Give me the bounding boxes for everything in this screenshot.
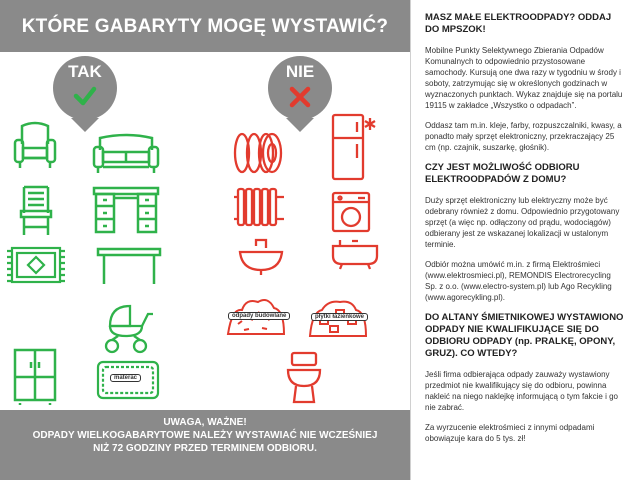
fridge-icon [330,112,378,182]
paragraph-mpszok: Mobilne Punkty Selektywnego Zbierania Odpadów Komunalnych to odpowiednio przystosowane samochody. Kursują one dwa razy w tygodniu w środy i soboty, zatrzymując się w określonych godzinach w wyznaczonych punktach. Wykaz znajduje się na portalu 19115 w zakładce „Wszystko o odpadach”. [425,46,623,110]
warning-line-2: ODPADY WIELKOGABARYTOWE NALEŻY WYSTAWIAĆ NIE WCZEŚNIEJ [32,430,378,441]
radiator-icon [232,185,286,231]
carpet-icon [6,245,66,285]
yes-badge [53,56,117,120]
paragraph-fine: Za wyrzucenie elektrośmieci z innymi odpadami obowiązuje kara do 5 tys. zł! [425,423,595,443]
mattress-label: materac [110,374,141,382]
cross-icon [288,86,312,108]
paragraph-sticker: Jeśli firma odbierająca odpady zauważy wystawiony przedmiot nie kwalifikujący się do odbioru, powinna nakleić na niego naklejkę informującą o tym fakcie i go nie zabrać. [425,370,618,412]
page-title: KTÓRE GABARYTY MOGĘ WYSTAWIĆ? [0,0,410,52]
bathtub-icon [330,236,380,270]
sink-icon [236,236,286,276]
no-badge [268,56,332,120]
info-column [410,0,624,480]
no-pointer [286,118,314,132]
sofa-icon [92,130,160,176]
heading-not-qualifying: DO ALTANY ŚMIETNIKOWEJ WYSTAWIONO ODPADY NIE KWALIFIKUJĄCE SIĘ DO ODBIORU ODPADY (np. PRALKĘ, OPONY, GRUZ). CO WTEDY? [425,312,624,359]
no-label: NIE [285,62,315,81]
yes-label: TAK [68,62,102,81]
tiles-label: płytki łazienkowe [311,313,368,321]
paragraph-companies: Odbiór można umówić m.in. z firmą Elektrośmieci (www.elektrosmieci.pl), REMONDIS Electrorecycling Sp. z o.o. (www.electro-system.pl) lub Ago Recykling (www.agorecykling.pl). [425,260,612,302]
warning-line-3: NIŻ 72 GODZINY PRZED TERMINEM ODBIORU. [93,443,317,454]
check-icon [73,86,97,106]
chair-icon [18,183,54,237]
warning-banner [0,410,410,480]
heading-home-pickup: CZY JEST MOŻLIWOŚĆ ODBIORU ELEKTROODPADÓW Z DOMU? [425,162,580,185]
washing-machine-icon [330,190,372,234]
table-icon [96,246,162,286]
rubble-label: odpady budowlane [228,312,290,320]
warning-line-1: UWAGA, WAŻNE! [163,417,247,428]
desk-icon [92,184,160,238]
stroller-icon [98,300,156,354]
armchair-icon [12,120,58,172]
paragraph-home-pickup: Duży sprzęt elektroniczny lub elektryczny może być odebrany również z domu. Odpowiednio przygotowany sprzęt (a więc np. odłączony od prądu, wodociągów) odbierany jest ze wskazanej lokalizacji w ustalonym terminie. [425,196,620,249]
tires-icon [232,130,284,176]
heading-mpszok: MASZ MAŁE ELEKTROODPADY? ODDAJ DO MPSZOK! [425,12,612,35]
wardrobe-icon [12,347,58,407]
toilet-icon [284,350,324,406]
paragraph-small-waste: Oddasz tam m.in. kleje, farby, rozpuszczalniki, kwasy, a ponadto mały sprzęt elektroniczny, przekraczający 25 cm (np. czajnik, suszarkę, głośnik). [425,121,622,152]
